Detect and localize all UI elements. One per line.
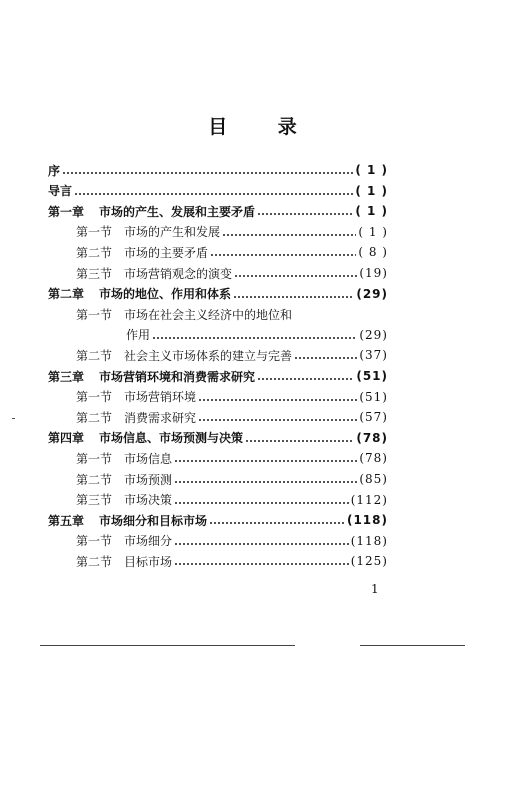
dot-leader (233, 295, 354, 299)
entry-page: (51) (359, 389, 388, 404)
entry-title: 目标市场 (124, 554, 173, 569)
toc-chapter-entry (48, 201, 388, 221)
entry-number: 第二节 (76, 245, 113, 260)
dot-leader (294, 356, 357, 360)
dot-leader (222, 233, 356, 237)
entry-title: 市场细分和目标市场 (99, 513, 208, 528)
dot-leader (210, 253, 356, 257)
toc-chapter-entry (48, 428, 388, 448)
toc-section-entry (76, 469, 388, 489)
entry-title: 社会主义市场体系的建立与完善 (124, 348, 293, 363)
entry-page: ( 1 ) (355, 163, 388, 177)
entry-number: 第一节 (76, 307, 113, 322)
dot-leader (174, 459, 357, 463)
toc-chapter-entry (48, 284, 388, 304)
entry-title: 市场决策 (124, 493, 173, 508)
entry-page: ( 8 ) (358, 245, 388, 260)
entry-title: 导言 (48, 184, 73, 199)
toc-section-entry (76, 263, 388, 283)
entry-page: (29) (359, 327, 388, 342)
toc-section-entry (76, 448, 388, 468)
entry-number: 第一章 (48, 204, 85, 219)
entry-page: (78) (356, 430, 388, 445)
entry-number: 第二节 (76, 472, 113, 487)
entry-page: (118) (350, 533, 388, 548)
entry-title: 市场信息 (124, 451, 173, 466)
dot-leader (174, 542, 349, 546)
dot-leader (234, 274, 357, 278)
toc-chapter-entry (48, 160, 388, 180)
toc-chapter-entry (48, 181, 388, 201)
toc-section-entry (126, 325, 388, 345)
entry-page: (51) (356, 369, 388, 383)
dot-leader (74, 192, 353, 196)
toc-section-entry (76, 387, 388, 407)
entry-number: 第二节 (76, 554, 113, 569)
dot-leader (62, 171, 353, 175)
entry-number: 第一节 (76, 534, 113, 549)
entry-title: 消费需求研究 (124, 410, 197, 425)
entry-number: 第四章 (48, 431, 85, 446)
entry-page: ( 1 ) (355, 204, 388, 219)
page-title: 目 录 (208, 116, 319, 138)
entry-title: 市场的地位、作用和体系 (99, 287, 232, 302)
toc-section-entry (76, 490, 388, 510)
toc-section-entry (76, 304, 388, 324)
dot-leader (198, 418, 357, 422)
page-number: 1 (371, 582, 379, 596)
entry-title: 市场信息、市场预测与决策 (99, 431, 244, 446)
entry-title: 市场的产生、发展和主要矛盾 (99, 204, 256, 219)
entry-title: 序 (48, 163, 61, 178)
entry-number: 第三节 (76, 493, 113, 508)
entry-title: 市场预测 (124, 472, 173, 487)
toc-section-entry (76, 407, 388, 427)
dot-leader (257, 377, 354, 381)
bottom-rule-right (360, 645, 465, 646)
entry-number: 第二节 (76, 348, 113, 363)
dot-leader (174, 501, 349, 505)
entry-number: 第一节 (76, 451, 113, 466)
toc-section-entry (76, 531, 388, 551)
entry-number: 第三章 (48, 369, 85, 384)
entry-title: 作用 (126, 328, 151, 343)
entry-page: (19) (359, 266, 388, 280)
entry-number: 第一节 (76, 225, 113, 240)
dot-leader (209, 521, 345, 525)
toc-chapter-entry (48, 366, 388, 386)
dot-leader (198, 398, 357, 402)
entry-page: (85) (359, 472, 388, 486)
entry-title: 市场的主要矛盾 (124, 245, 209, 260)
entry-page: ( 1 ) (355, 183, 388, 198)
toc-chapter-entry (48, 510, 388, 530)
entry-number: 第五章 (48, 513, 85, 528)
toc-section-entry (76, 551, 388, 571)
dot-leader (245, 439, 354, 443)
toc-section-entry (76, 222, 388, 242)
entry-title: 市场营销环境 (124, 390, 197, 405)
entry-number: 第三节 (76, 266, 113, 281)
entry-page: (37) (359, 348, 388, 363)
entry-number: 第二章 (48, 287, 85, 302)
dot-leader (174, 480, 357, 484)
entry-page: (118) (346, 513, 388, 528)
toc-section-entry (76, 345, 388, 365)
dot-leader (257, 212, 353, 216)
entry-page: (78) (359, 451, 388, 466)
margin-mark (12, 418, 15, 419)
entry-page: ( 1 ) (358, 224, 388, 239)
entry-title: 市场在社会主义经济中的地位和 (124, 307, 293, 322)
dot-leader (174, 562, 349, 566)
toc-section-entry (76, 242, 388, 262)
entry-title: 市场的产生和发展 (124, 225, 221, 240)
entry-title: 市场营销观念的演变 (124, 266, 233, 281)
bottom-rule-left (40, 645, 295, 646)
entry-number: 第二节 (76, 410, 113, 425)
entry-page: (125) (350, 554, 388, 569)
entry-title: 市场营销环境和消费需求研究 (99, 369, 256, 384)
entry-page: (57) (359, 410, 388, 425)
dot-leader (152, 336, 357, 340)
entry-page: (29) (356, 286, 388, 301)
entry-title: 市场细分 (124, 534, 173, 549)
entry-page: (112) (350, 492, 388, 507)
entry-number: 第一节 (76, 390, 113, 405)
